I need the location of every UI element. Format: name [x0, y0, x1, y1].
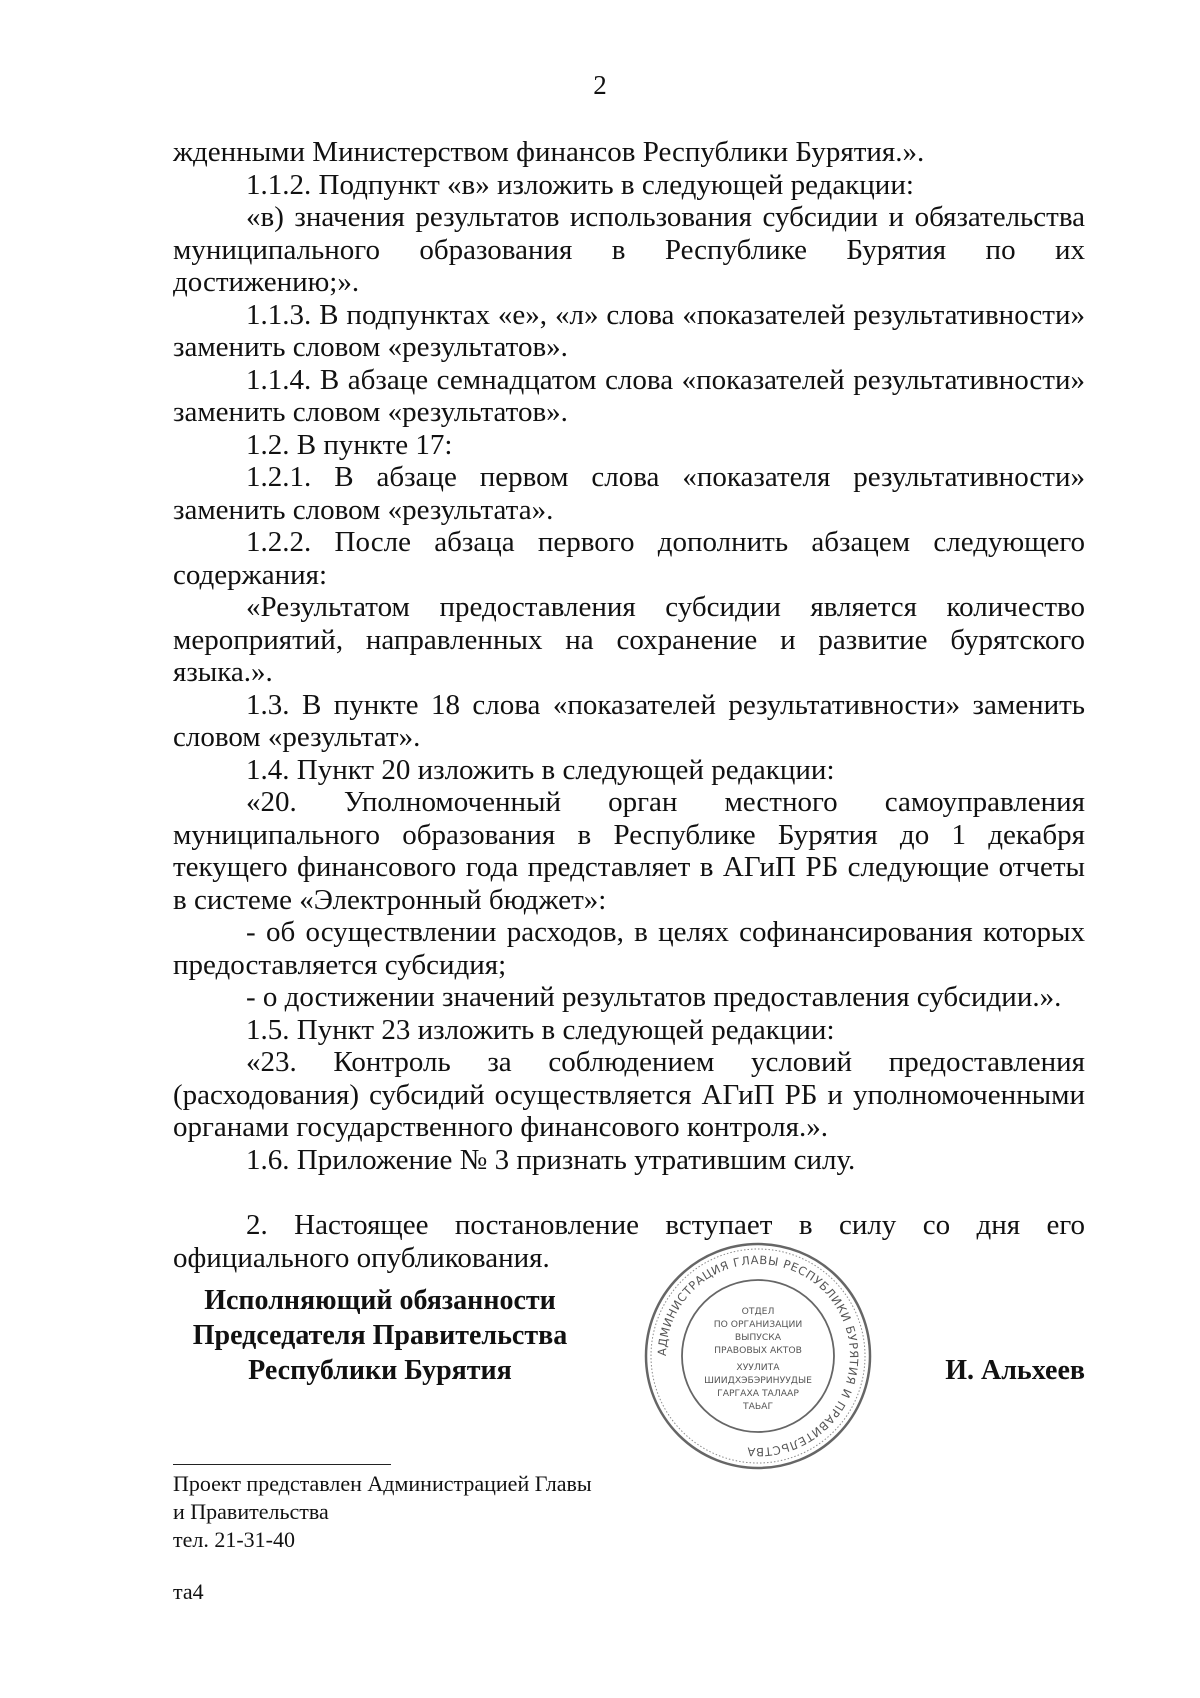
document-code: та4 — [173, 1579, 204, 1604]
footnote — [173, 1470, 693, 1554]
footnote-divider — [173, 1464, 391, 1465]
paragraph: 1.2. В пункте 17: — [246, 428, 453, 461]
seal-center-line: ПРАВОВЫХ АКТОВ — [714, 1345, 802, 1356]
paragraph: «20. Уполномоченный орган местного самоуправления муниципального образования в Республике Бурятия до 1 декабря текущего финансового года представляет в АГиП РБ следующие отчеты в системе «Электронный бюджет»: — [173, 786, 1085, 916]
paragraph: 1.5. Пункт 23 изложить в следующей редакции: — [246, 1013, 835, 1046]
paragraph: 1.3. В пункте 18 слова «показателей результативности» заменить словом «результат». — [173, 688, 1085, 753]
seal-center-line: ОТДЕЛ — [741, 1306, 775, 1317]
paragraph: - об осуществлении расходов, в целях софинансирования которых предоставляется субсидия; — [173, 916, 1085, 981]
signatory-position — [180, 1283, 580, 1388]
seal-center-line: ШИИДХЭБЭРИНУУДЫЕ — [704, 1375, 812, 1386]
paragraph: «23. Контроль за соблюдением условий предоставления (расходования) субсидий осуществляется АГиП РБ и уполномоченными органами государственного финансового контроля.». — [173, 1046, 1085, 1143]
seal-center-line: ХУУЛИТА — [736, 1362, 780, 1373]
paragraph: 1.2.2. После абзаца первого дополнить абзацем следующего содержания: — [173, 526, 1085, 591]
seal-center-line: ВЫПУСКА — [734, 1332, 782, 1343]
signatory-position-line: Республики Бурятия — [248, 1355, 512, 1386]
seal-center-line: ТАЬАГ — [742, 1401, 774, 1412]
official-seal-stamp — [642, 1240, 874, 1472]
seal-center-line: ПО ОРГАНИЗАЦИИ — [713, 1319, 803, 1330]
document-body — [173, 136, 1085, 1274]
paragraph: жденными Министерством финансов Республики Бурятия.». — [173, 136, 925, 168]
footnote-line: и Правительства — [173, 1499, 329, 1524]
footnote-line: Проект представлен Администрацией Главы — [173, 1471, 592, 1496]
signatory-position-line: Исполняющий обязанности — [204, 1285, 556, 1316]
paragraph: 1.4. Пункт 20 изложить в следующей редакции: — [246, 753, 835, 786]
paragraph: - о достижении значений результатов предоставления субсидии.». — [246, 981, 1062, 1013]
paragraph: 1.1.3. В подпунктах «е», «л» слова «показателей результативности» заменить словом «результатов». — [173, 298, 1085, 363]
seal-ring-text: АДМИНИСТРАЦИЯ ГЛАВЫ РЕСПУБЛИКИ БУРЯТИЯ И ПРАВИТЕЛЬСТВА — [654, 1252, 862, 1460]
paragraph: 1.1.4. В абзаце семнадцатом слова «показателей результативности» заменить словом «результатов». — [173, 363, 1085, 428]
signatory-name: И. Альхеев — [945, 1355, 1085, 1386]
paragraph: «в) значения результатов использования субсидии и обязательства муниципального образования в Республике Бурятия по их достижению;». — [173, 201, 1085, 298]
paragraph: 1.1.2. Подпункт «в» изложить в следующей редакции: — [246, 168, 914, 201]
paragraph: 1.2.1. В абзаце первом слова «показателя результативности» заменить словом «результата». — [173, 461, 1085, 526]
paragraph: 1.6. Приложение № 3 признать утратившим силу. — [246, 1143, 856, 1176]
footnote-line: тел. 21-31-40 — [173, 1527, 296, 1552]
paragraph: «Результатом предоставления субсидии является количество мероприятий, направленных на сохранение и развитие бурятского языка.». — [173, 591, 1085, 688]
page-number: 2 — [593, 70, 607, 100]
signatory-position-line: Председателя Правительства — [192, 1320, 568, 1351]
seal-center-line: ГАРГАХА ТАЛААР — [717, 1388, 799, 1399]
paragraph: 2. Настоящее постановление вступает в силу со дня его официального опубликования. — [173, 1209, 1085, 1274]
